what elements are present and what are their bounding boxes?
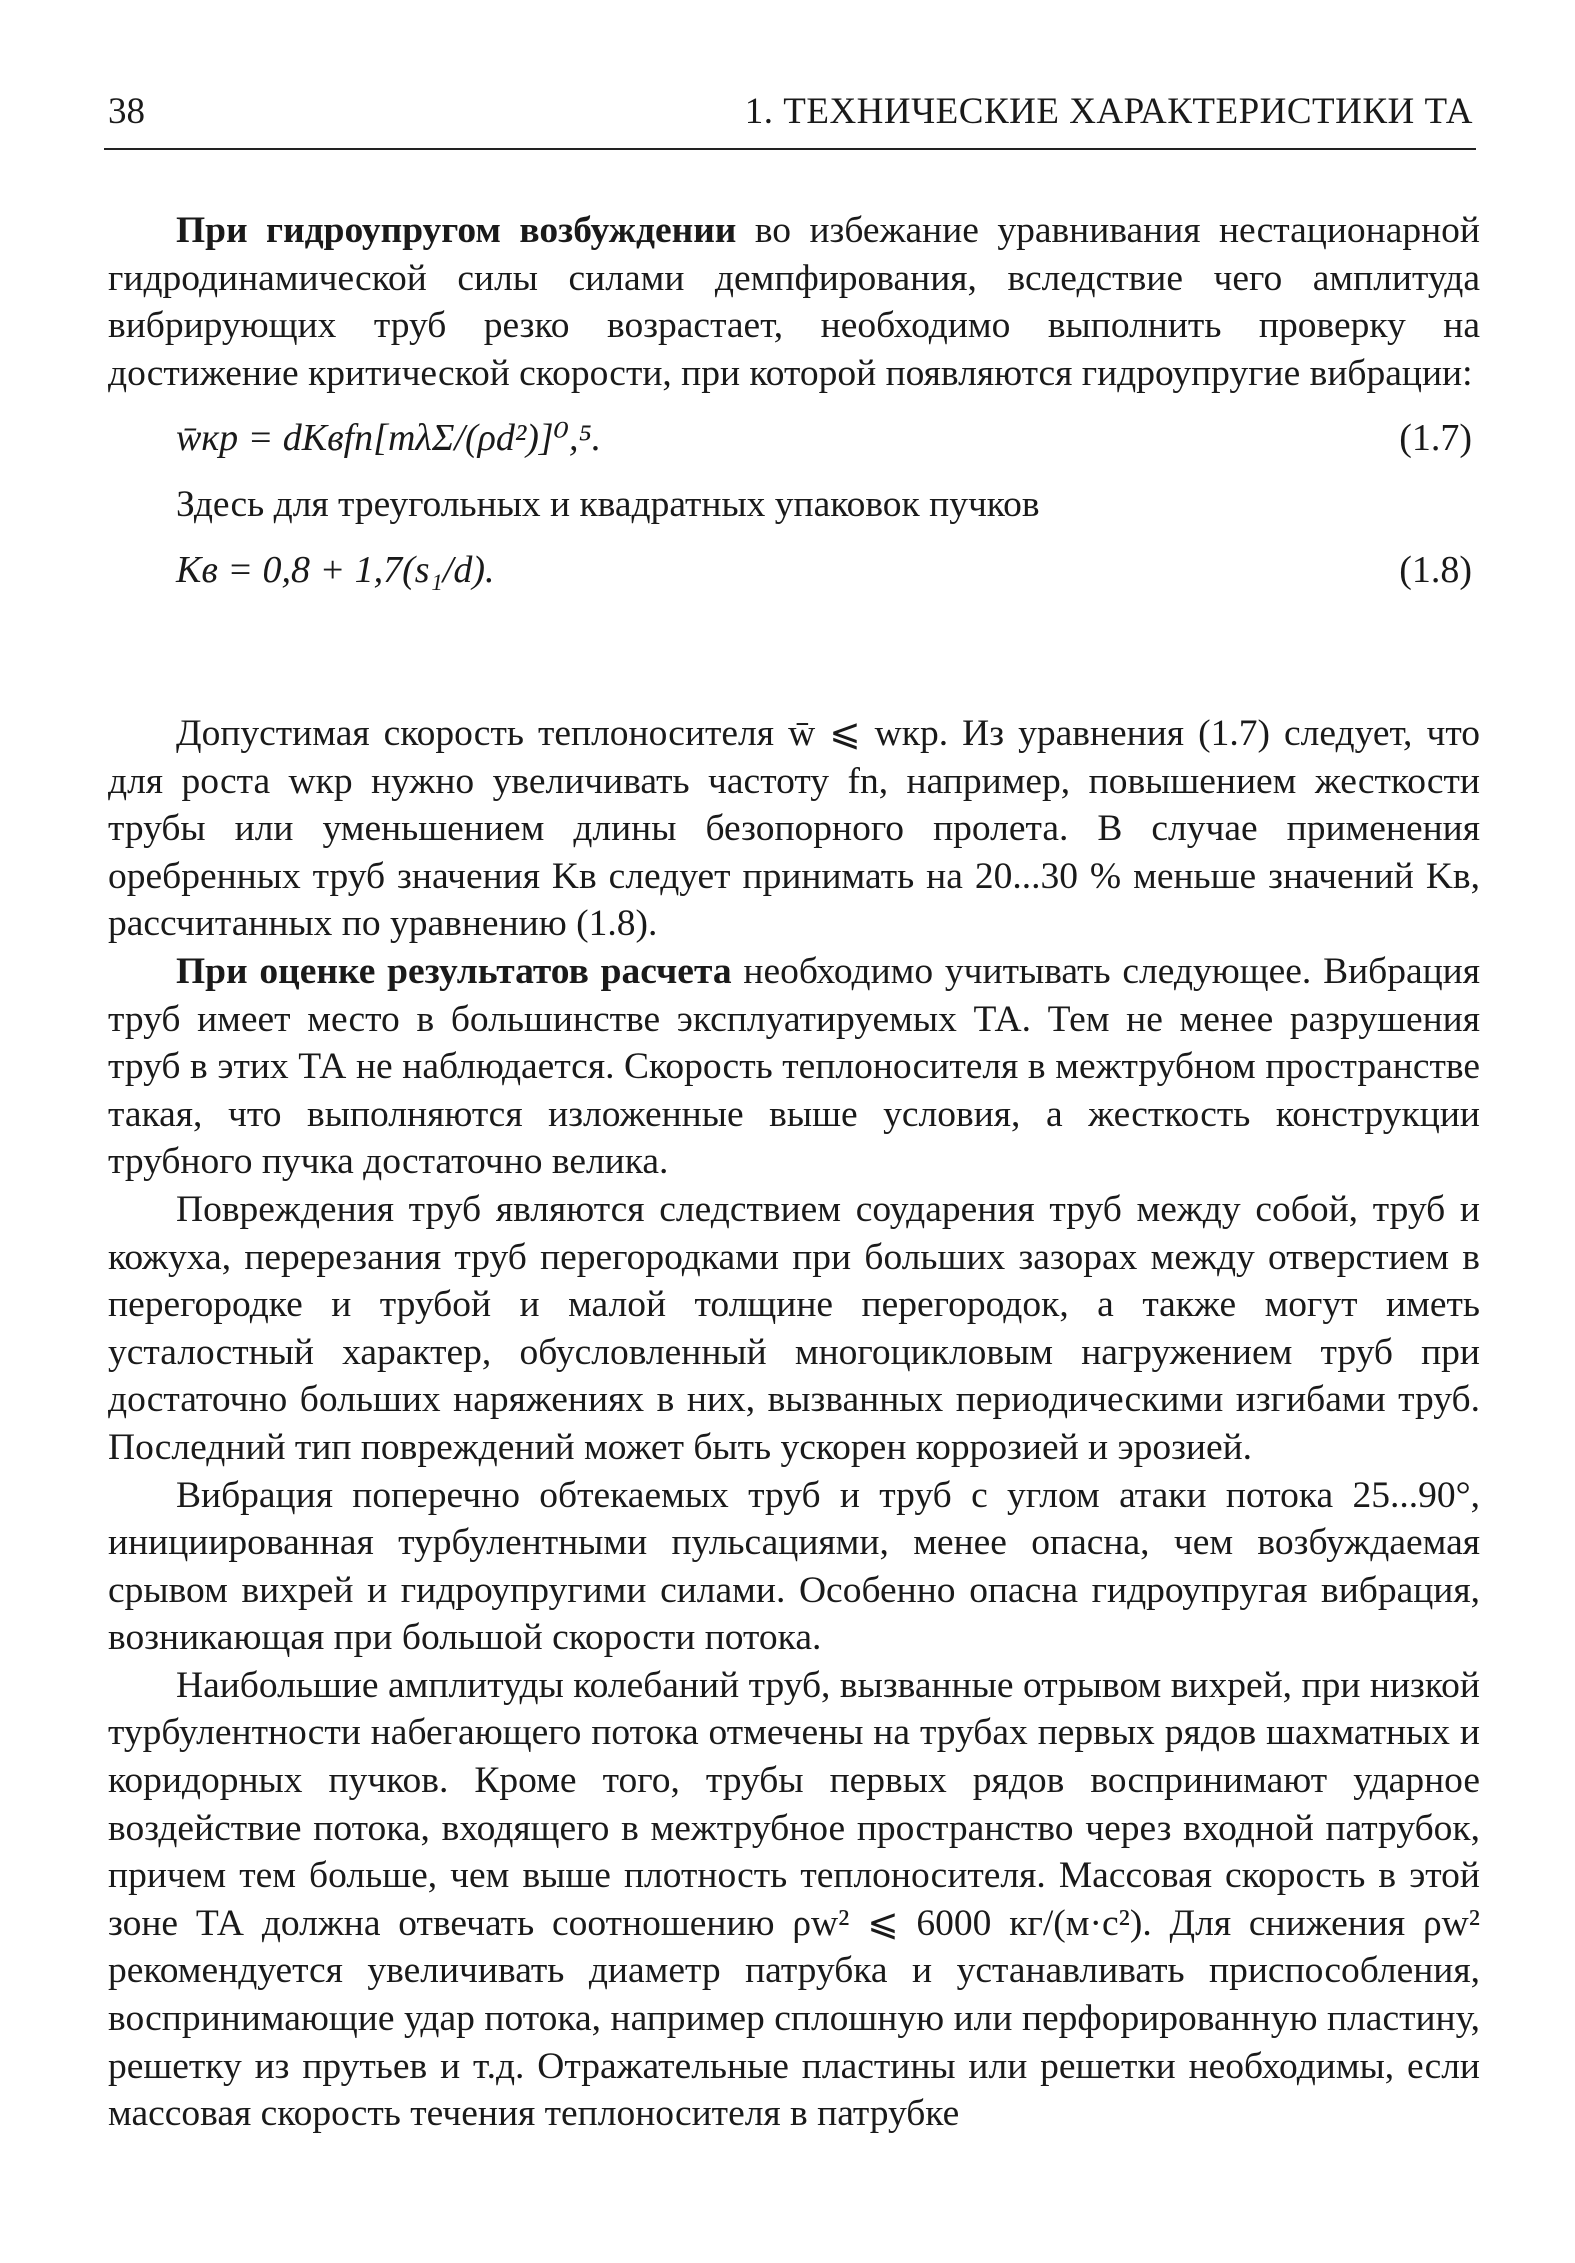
paragraph-damage: Повреждения труб являются следствием соударения труб между собой, труб и кожуха, перерезания труб перегородками при больших зазорах между отверстием в перегородке и трубой и малой толщине перегородок, а также могут иметь усталостный характер, обусловленный многоцикловым нагружением труб при достаточно больших наряжениях в них, вызванных периодическими изгибами труб. Последний тип повреждений может быть ускорен коррозией и эрозией. (108, 1188, 1480, 1468)
paragraph-text: необходимо учитывать следующее. Вибрация труб имеет место в большинстве эксплуатируемых ТА. Тем не менее разрушения труб в этих ТА не наблюдается. Скорость теплоносителя в межтрубном пространстве такая, что выполняются изложенные выше условия, а жесткость конструкции трубного пучка достаточно велика. (108, 950, 1481, 1183)
equation-number: (1.7) (1399, 417, 1472, 460)
page-number: 38 (108, 91, 145, 132)
paragraph-allowed-velocity: Допустимая скорость теплоносителя w̄ ⩽ wкр. Из уравнения (1.7) следует, что для роста wкр нужно увеличивать частоту fn, например, повышением жесткости трубы или уменьшением длины безопорного пролета. В случае применения оребренных труб значения Kв следует принимать на 20...30 % меньше значений Kв, рассчитанных по уравнению (1.8). (108, 713, 1480, 945)
equation-number: (1.8) (1399, 548, 1472, 591)
paragraph-packings: Здесь для треугольных и квадратных упаковок пучков (176, 484, 1040, 526)
text-block-top (108, 207, 1480, 613)
header-rule (104, 148, 1476, 150)
paragraph-hydroelastic (108, 207, 1480, 397)
equation-1-8 (108, 537, 1480, 607)
paragraph-evaluation (108, 948, 1480, 1186)
page-header (108, 90, 1473, 142)
paragraph-crossflow: Вибрация поперечно обтекаемых труб и труб с углом атаки потока 25...90°, инициированная турбулентными пульсациями, менее опасна, чем возбуждаемая срывом вихрей и гидроупругими силами. Особенно опасна гидроупругая вибрация, возникающая при большой скорости потока. (108, 1474, 1480, 1659)
paragraph-text: во избежание уравнивания нестационарной гидродинамической силы силами демпфирования, вследствие чего амплитуда вибрирующих труб резко возрастает, необходимо выполнить проверку на достижение критической скорости, при которой появляются гидроупругие вибрации: (108, 210, 1480, 394)
running-head: 1. ТЕХНИЧЕСКИЕ ХАРАКТЕРИСТИКИ ТА (744, 91, 1473, 132)
paragraph-amplitudes: Наибольшие амплитуды колебаний труб, вызванные отрывом вихрей, при низкой турбулентности набегающего потока отмечены на трубах первых рядов шахматных и коридорных пучков. Кроме того, трубы первых рядов воспринимают ударное воздействие потока, входящего в межтрубное пространство через входной патрубок, причем тем больше, чем выше плотность теплоносителя. Массовая скорость в этой зоне ТА должна отвечать соотношению ρw² ⩽ 6000 кг/(м·с²). Для снижения ρw² рекомендуется увеличивать диаметр патрубка и устанавливать приспособления, воспринимающие удар потока, например сплошную или перфорированную пластину, решетку из прутьев и т.д. Отражательные пластины или решетки необходимы, если массовая скорость течения теплоносителя в патрубке (108, 1664, 1480, 2135)
paragraph-lead: При оценке результатов расчета (176, 950, 732, 992)
equation-formula: Kв = 0,8 + 1,7(s₁/d). (176, 548, 495, 591)
equation-formula: w̄кр = dKвfn[mλΣ/(ρd²)]⁰,⁵. (176, 417, 602, 460)
equation-1-7 (108, 405, 1480, 475)
paragraph-lead: При гидроупругом возбуждении (176, 210, 737, 251)
text-block-main (108, 710, 1480, 2138)
